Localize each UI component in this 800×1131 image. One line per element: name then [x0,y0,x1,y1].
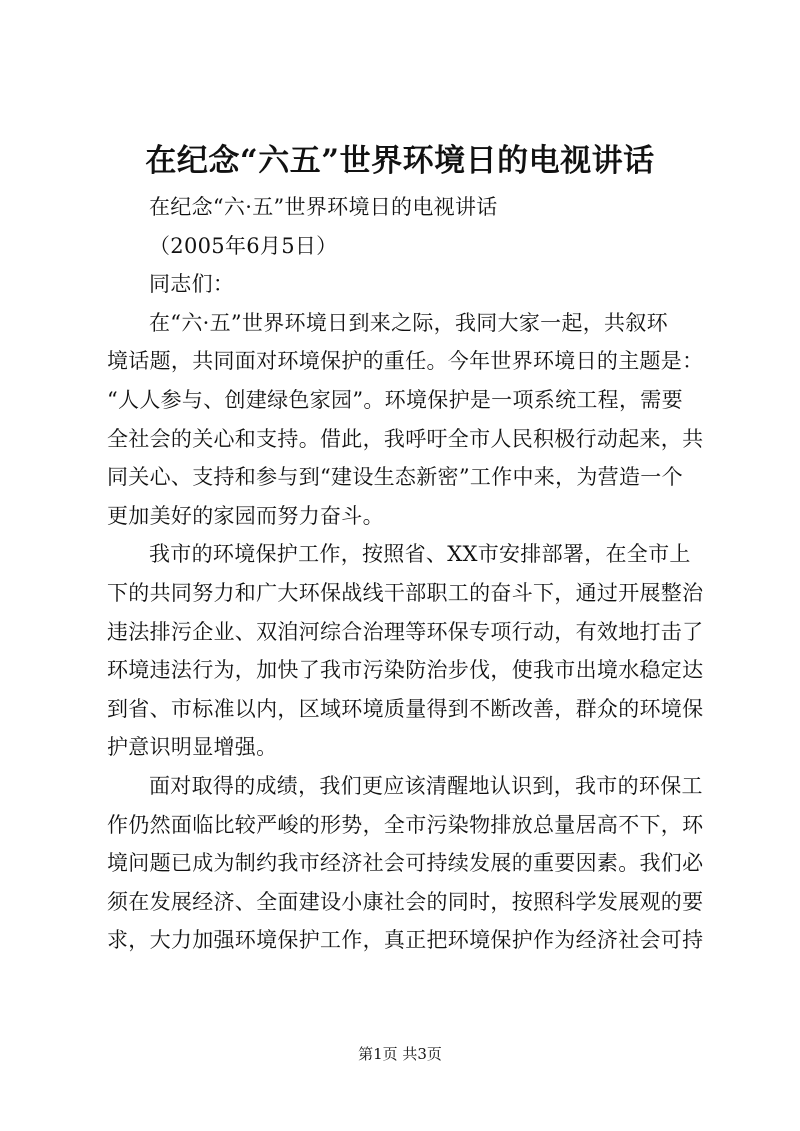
paragraph-line: 更加美好的家园而努力奋斗。 [107,503,384,528]
paragraph-line: 作仍然面临比较严峻的形势，全市污染物排放总量居高不下，环 [107,812,704,837]
paragraph-line: 违法排污企业、双洎河综合治理等环保专项行动，有效地打击了 [107,619,704,644]
document-body [107,188,711,960]
paragraph-line: 同关心、支持和参与到“建设生态新密”工作中来，为营造一个 [107,465,683,490]
paragraph-line: 境问题已成为制约我市经济社会可持续发展的重要因素。我们必 [107,851,704,876]
paragraph-line: 境话题，共同面对环境保护的重任。今年世界环境日的主题是： [107,349,704,374]
paragraph-line: 求，大力加强环境保护工作，真正把环境保护作为经济社会可持 [107,928,704,953]
paragraph-line: 我市的环境保护工作，按照省、XX市安排部署，在全市上 [149,542,691,567]
paragraph-line: 须在发展经济、全面建设小康社会的同时，按照科学发展观的要 [107,889,704,914]
paragraph-line: 下的共同努力和广大环保战线干部职工的奋斗下，通过开展整治 [107,580,704,605]
paragraph-line: “人人参与、创建绿色家园”。环境保护是一项系统工程，需要 [107,387,683,412]
paragraph-line: 全社会的关心和支持。借此，我呼吁全市人民积极行动起来，共 [107,426,704,451]
paragraph-line: 护意识明显增强。 [107,735,278,760]
paragraph-line: 环境违法行为，加快了我市污染防治步伐，使我市出境水稳定达 [107,658,704,683]
page-number-footer: 第1页 共3页 [358,1045,442,1063]
paragraph-line: 面对取得的成绩，我们更应该清醒地认识到，我市的环保工 [149,773,703,798]
paragraph-line: 到省、市标准以内，区域环境质量得到不断改善，群众的环境保 [107,696,704,721]
subtitle-line: 在纪念“六·五”世界环境日的电视讲话 [149,195,498,219]
paragraph-line: 在“六·五”世界环境日到来之际，我同大家一起，共叙环 [149,310,668,335]
document-title: 在纪念“六五”世界环境日的电视讲话 [145,143,655,179]
salutation-line: 同志们： [149,272,235,297]
date-line: （2005年6月5日） [149,233,338,258]
